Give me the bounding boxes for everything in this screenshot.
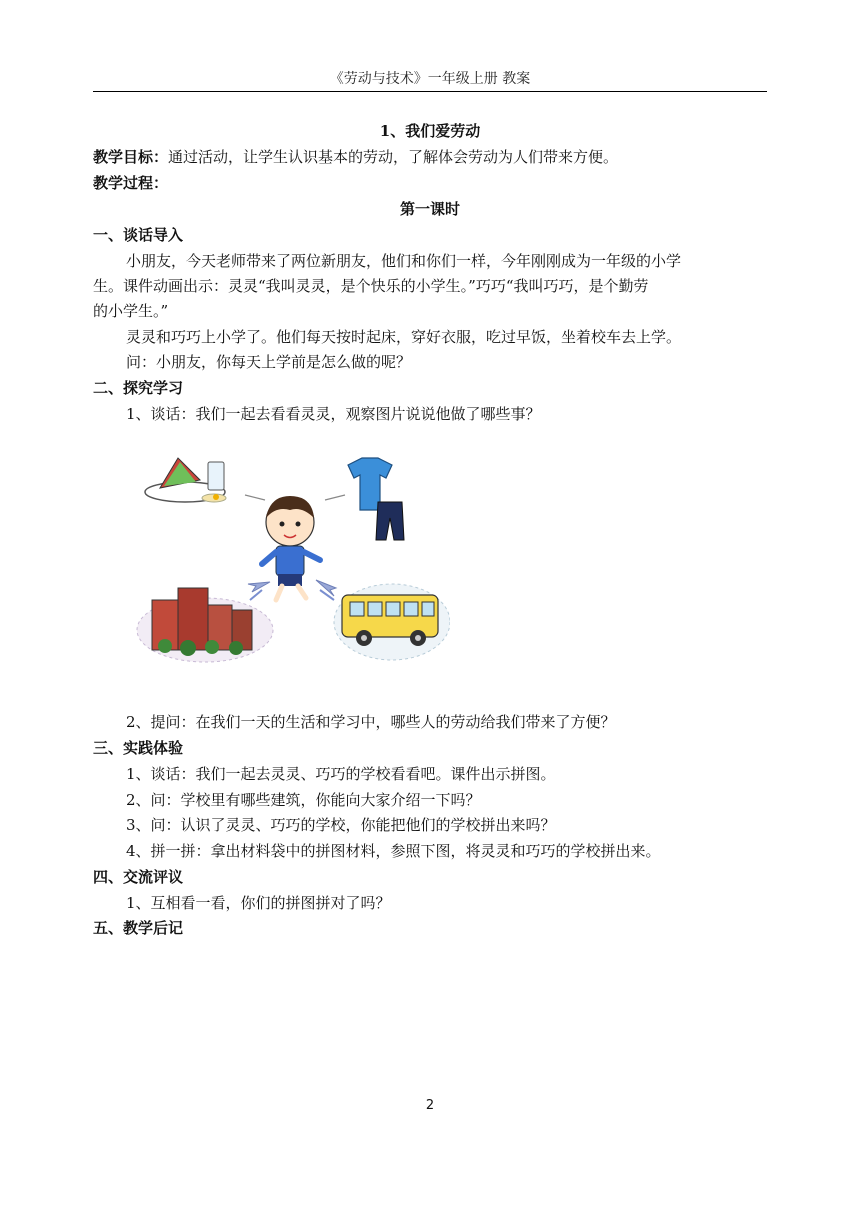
paragraph: 2、提问：在我们一天的生活和学习中，哪些人的劳动给我们带来了方便？ [126,713,616,731]
page-header: 《劳动与技术》一年级上册 教案 [329,71,531,87]
period-title: 第一课时 [399,200,460,218]
section-heading-3: 三、实践体验 [93,739,184,757]
section-heading-1: 一、谈话导入 [93,226,184,244]
paragraph: 的小学生。” [93,302,169,320]
page-number: 2 [425,1098,435,1113]
paragraph: 1、谈话：我们一起去灵灵、巧巧的学校看看吧。课件出示拼图。 [126,765,556,783]
clothes-icon [348,458,404,540]
paragraph: 3、问：认识了灵灵、巧巧的学校，你能把他们的学校拼出来吗？ [126,816,556,834]
paragraph: 4、拼一拼：拿出材料袋中的拼图材料，参照下图，将灵灵和巧巧的学校拼出来。 [126,842,661,860]
paragraph: 灵灵和巧巧上小学了。他们每天按时起床，穿好衣服，吃过早饭，坐着校车去上学。 [126,328,682,346]
school-bus-icon [334,584,450,660]
paragraph: 2、问：学校里有哪些建筑，你能向大家介绍一下吗？ [126,791,481,809]
teaching-goal [93,147,773,167]
paragraph: 生。课件动画出示：灵灵“我叫灵灵，是个快乐的小学生。”巧巧“我叫巧巧，是个勤劳 [93,277,649,295]
lesson-title: 1、我们爱劳动 [379,122,481,140]
paragraph: 问：小朋友，你每天上学前是怎么做的呢？ [126,353,412,371]
section-heading-2: 二、探究学习 [93,379,184,397]
breakfast-icon [145,458,226,502]
process-label: 教学过程： [93,174,169,192]
paragraph: 1、谈话：我们一起去看看灵灵，观察图片说说他做了哪些事？ [126,405,541,423]
paragraph: 1、互相看一看，你们的拼图拼对了吗？ [126,894,391,912]
paragraph: 小朋友，今天老师带来了两位新朋友，他们和你们一样，今年刚刚成为一年级的小学 [126,252,682,270]
daily-routine-illustration [130,440,450,670]
section-heading-5: 五、教学后记 [93,919,184,937]
goal-text: 通过活动，让学生认识基本的劳动，了解体会劳动为人们带来方便。 [168,148,619,166]
section-heading-4: 四、交流评议 [93,868,184,886]
header-rule [93,91,767,92]
goal-label: 教学目标： [93,148,169,166]
